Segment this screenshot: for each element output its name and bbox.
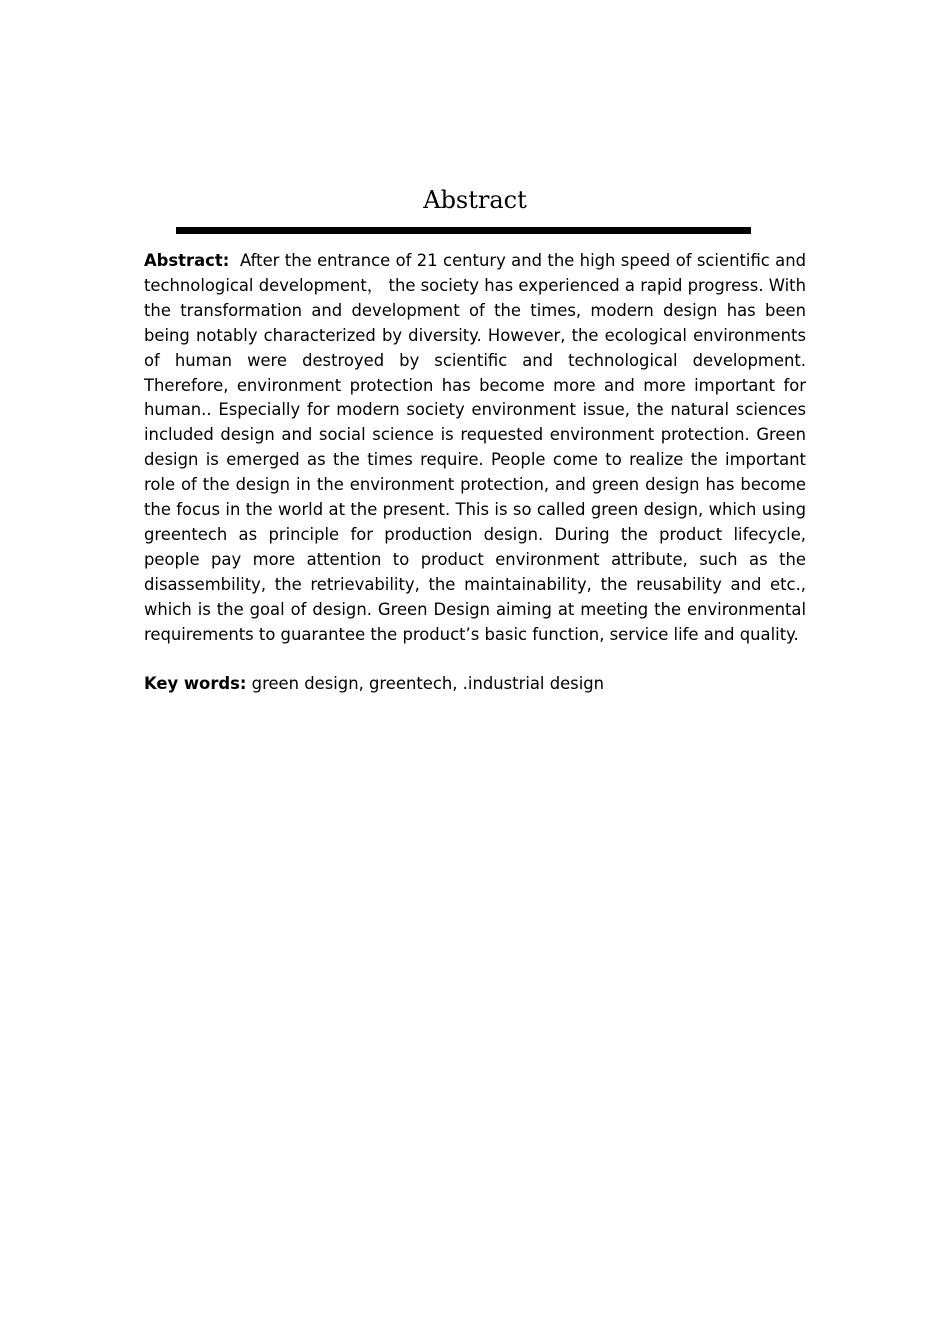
keywords-paragraph: [144, 672, 806, 697]
title-divider: [176, 227, 751, 234]
keywords-label: Key words:: [144, 674, 247, 693]
abstract-label: Abstract:: [144, 251, 230, 270]
abstract-text: After the entrance of 21 century and the high speed of scientific and technological development， the society has experienced a rapid progress. With the transformation and development of the times, modern design has been being notably characterized by diversity. However, the ecological environments of human were destroyed by scientific and technological development. Therefore, environment protection has become more and more important for human.. Especially for modern society environment issue, the natural sciences included design and social science is requested environment protection. Green design is emerged as the times require. People come to realize the important role of the design in the environment protection, and green design has become the focus in the world at the present. This is so called green design, which using greentech as principle for production design. During the product lifecycle, people pay more attention to product environment attribute, such as the disassembility, the retrievability, the maintainability, the reusability and etc., which is the goal of design. Green Design aiming at meeting the environmental requirements to guarantee the product’s basic function, service life and quality.: [144, 251, 807, 644]
abstract-paragraph: [144, 249, 806, 648]
page-title: Abstract: [423, 186, 527, 214]
keywords-text: green design, greentech, .industrial design: [251, 674, 605, 693]
